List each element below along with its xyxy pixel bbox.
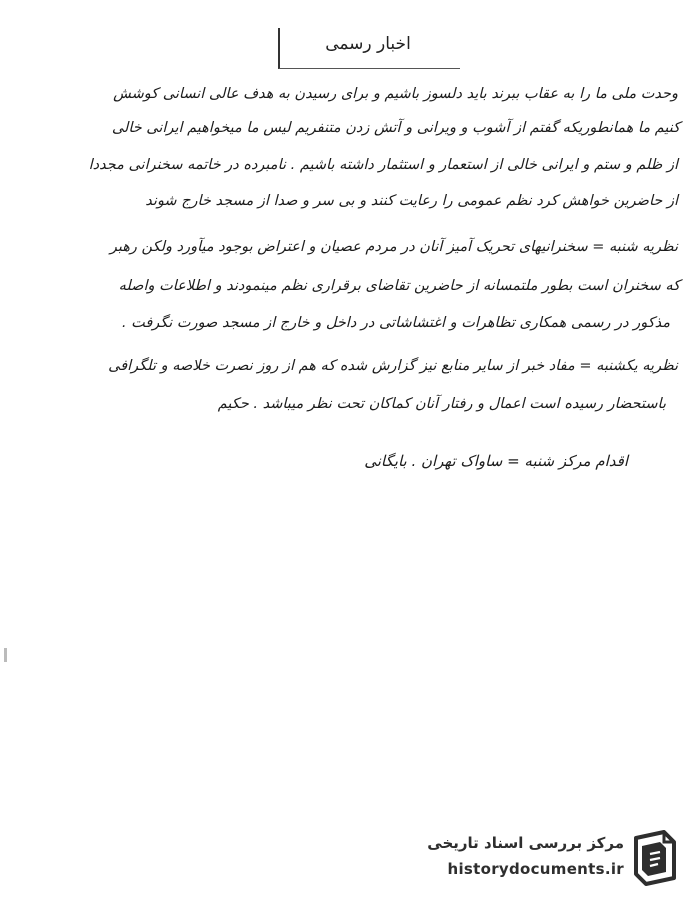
text-line-5: نظریه شنبه = سخنرانیهای تحریک آمیز آنان در مردم عصیان و اعتراض بوجود میآورد ولکن رهبر [109,239,678,255]
text-line-6: که سخنران است بطور ملتمسانه از حاضرین تقاضای برقراری نظم مینمودند و اطلاعات واصله [118,278,680,294]
document-title: اخبار رسمی [325,34,411,54]
watermark-url: historydocuments.ir [447,860,624,878]
text-line-7: مذکور در رسمی همکاری تظاهرات و اغتشاشاتی در داخل و خارج از مسجد صورت نگرفت . [121,315,670,331]
watermark [396,828,686,890]
text-line-9: باستحضار رسیده است اعمال و رفتار آنان کماکان تحت نظر میباشد . حکیم [217,396,666,412]
text-line-3: از ظلم و ستم و ایرانی خالی از استعمار و استثمار داشته باشیم . نامبرده در خاتمه سخنرانی مجددا [88,157,678,173]
signature-line: اقدام مرکز شنبه = ساواک تهران . بایگانی [364,452,628,470]
document-archive-logo-icon [630,828,686,886]
text-line-4: از حاضرین خواهش کرد نظم عمومی را رعایت کنند و بی سر و صدا از مسجد خارج شوند [145,193,678,209]
text-line-1: وحدت ملی ما را به عقاب ببرند باید دلسوز باشیم و برای رسیدن به هدف عالی انسانی کوشش [113,86,678,102]
text-line-2: کنیم ما همانطوریکه گفتم از آشوب و ویرانی و آتش زدن متنفریم لیس ما میخواهیم ایرانی خالی [111,120,680,136]
watermark-title: مرکز بررسی اسناد تاریخی [427,834,624,852]
margin-mark [4,648,7,662]
text-line-8: نظریه یکشنبه = مفاد خبر از سایر منابع نیز گزارش شده که هم از روز نصرت خلاصه و تلگرافی [108,358,678,374]
